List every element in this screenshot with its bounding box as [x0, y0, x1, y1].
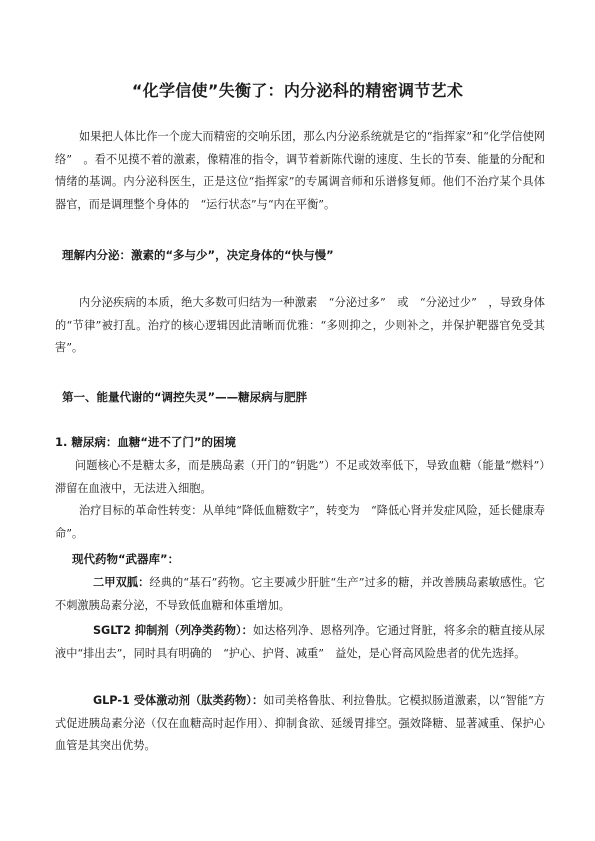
drug-item-metformin [55, 572, 545, 617]
drug-name: SGLT2 抑制剂（列净类药物）： [93, 624, 253, 637]
understand-paragraph: 内分泌疾病的本质，绝大多数可归结为一种激素 “分泌过多” 或 “分泌过少” ，导致身体的“节律”被打乱。治疗的核心逻辑因此清晰而优雅：“多则抑之，少则补之，并保护靶器官免受其害”。 [55, 296, 545, 354]
subheading-diabetes: 1. 糖尿病：血糖“进不了门”的困境 [55, 435, 236, 449]
drug-name: GLP-1 受体激动剂（肽类药物）： [93, 694, 264, 707]
drug-desc: 如达格列净、恩格列净。它通过肾脏，将多余的糖直接从尿液中“排出去”，同时具有明确的 “护心、护肾、减重” 益处，是心肾高风险患者的优先选择。 [55, 624, 545, 660]
intro-paragraph: 如果把人体比作一个庞大而精密的交响乐团，那么内分泌系统就是它的“指挥家”和“化学信使网络” 。看不见摸不着的激素，像精准的指令，调节着新陈代谢的速度、生长的节奏、能量的分配和情绪的基调。内分泌科医生，正是这位“指挥家”的专属调音师和乐谱修复师。他们不治疗某个具体器官，而是调理整个身体的 “运行状态”与“内在平衡”。 [55, 130, 545, 211]
drug-desc: 如司美格鲁肽、利拉鲁肽。它模拟肠道激素，以“智能”方式促进胰岛素分泌（仅在血糖高时起作用）、抑制食欲、延缓胃排空。强效降糖、显著减重、保护心血管是其突出优势。 [55, 694, 545, 752]
drug-name: 二甲双胍： [93, 576, 150, 589]
drug-item-sglt2 [55, 620, 545, 665]
page-title: “化学信使”失衡了：内分泌科的精密调节艺术 [131, 81, 464, 100]
diabetes-paragraph-1: 问题核心不是糖太多，而是胰岛素（开门的“钥匙”）不足或效率低下，导致血糖（能量“燃料”）滞留在血液中，无法进入细胞。 [55, 459, 545, 495]
drug-desc: 经典的“基石”药物。它主要减少肝脏“生产”过多的糖，并改善胰岛素敏感性。它不刺激胰岛素分泌，不导致低血糖和体重增加。 [55, 576, 545, 612]
section-heading-understand: 理解内分泌：激素的“多与少”，决定身体的“快与慢” [62, 248, 334, 262]
arsenal-label: 现代药物“武器库”： [72, 552, 180, 566]
drug-item-glp1 [55, 690, 545, 758]
diabetes-paragraph-2: 治疗目标的革命性转变：从单纯“降低血糖数字”，转变为 “降低心肾并发症风险，延长健康寿命”。 [55, 504, 545, 540]
section-heading-one: 第一、能量代谢的“调控失灵”——糖尿病与肥胖 [62, 390, 308, 404]
